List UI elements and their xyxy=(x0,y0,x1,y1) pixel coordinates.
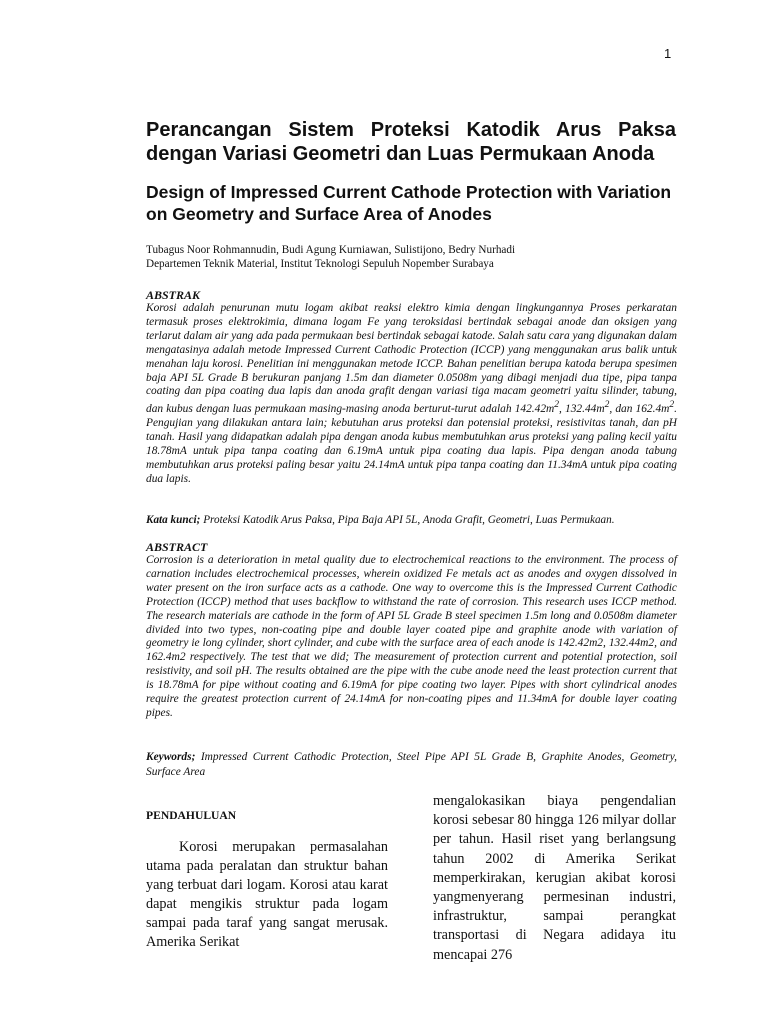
abstrak-text-2: , 132.44m xyxy=(559,403,605,416)
paper-subtitle: Design of Impressed Current Cathode Protection with Variation on Geometry and Surface Area of Anodes xyxy=(146,182,672,224)
section-heading-pendahuluan: PENDAHULUAN xyxy=(146,809,237,822)
body-left-column: Korosi merupakan permasalahan utama pada peralatan dan struktur bahan yang terbuat dari logam. Korosi atau karat dapat mengikis struktur pada logam sampai pada taraf yang sangat merusak. Amerika Serikat xyxy=(146,839,388,950)
kata-kunci-text: Proteksi Katodik Arus Paksa, Pipa Baja API 5L, Anoda Grafit, Geometri, Luas Permukaan. xyxy=(200,514,615,526)
author-block xyxy=(146,243,686,271)
author-affiliation: Departemen Teknik Material, Institut Teknologi Sepuluh Nopember Surabaya xyxy=(146,258,494,270)
abstrak-text-1: Korosi adalah penurunan mutu logam akibat reaksi elektro kimia dengan lingkungannya Proses perkaratan termasuk proses elektrokimia, dimana logam Fe yang teroksidasi bertindak sebagai anode dan oksigen yang terlarut dalam air yang ada pada permukaan besi bertindak sebagai katode. Salah satu cara yang digunakan dalam mengatasinya adalah metode Impressed Current Cathodic Protection (ICCP) yang menggunakan arus balik untuk menahan laju korosi. Penelitian ini menggunakan metode ICCP. Bahan penelitian berupa katoda berupa spesimen baja API 5L Grade B berukuran panjang 1.5m dan diameter 0.0508m yang dibagi menjadi dua tipe, pipa tanpa coating dan pipa coating dua lapis dan anoda grafit dengan variasi tiga macam geometri yaitu silinder, tabung, dan kubus dengan luas permukaan masing-masing anoda berturut-turut adalah 142.42m xyxy=(146,302,677,416)
body-right-column: mengalokasikan biaya pengendalian korosi sebesar 80 hingga 126 milyar dollar per tahun. Hasil riset yang berlangsung tahun 2002 di Amerika Serikat memperkirakan, kerugian akibat korosi yangmenyerang permesinan industri, infrastruktur, sampai perangkat transportasi di Negara adidaya itu mencapai 276 xyxy=(433,793,676,963)
abstrak-heading: ABSTRAK xyxy=(146,288,201,302)
kata-kunci xyxy=(146,513,686,527)
abstract-heading: ABSTRACT xyxy=(146,540,208,554)
paper-title: Perancangan Sistem Proteksi Katodik Arus Paksa dengan Variasi Geometri dan Luas Permukaan Anoda xyxy=(146,119,676,165)
abstrak-superscript: 2 xyxy=(554,400,560,411)
keywords-label: Keywords; xyxy=(146,751,196,763)
abstract-body: Corrosion is a deterioration in metal quality due to electrochemical reactions to the environment. The process of carnation includes electrochemical processes, wherein oxidized Fe metals act as anodes and oxygen dissolved in water present on the iron surface acts as a cathode. One way to overcome this is the Impressed Current Cathodic Protection (ICCP) method that uses backflow to withstand the rate of corrosion. This research uses ICCP method. The research materials are cathode in the form of API 5L Grade B steel specimen 1.5m long and 0.0508m diameter divided into two types, non-coating pipe and double layer coated pipe and graphite anode with variation of geometry ie long cylinder, short cylinder, and cube with the surface area of each anode is 142.42m2, 132.44m2, and 162.4m2 respectively. The test that we did; The measurement of protection current and potential protection, soil resistivity, and soil pH. The results obtained are the pipe with the cube anode need the least protection current that is 18.78mA for pipe without coating and 6.19mA for pipe coating two layer. Pipes with short cylindrical anodes require the greatest protection current of 24.14mA for non-coating pipes and 11.34mA for double layer coating pipes. xyxy=(146,554,677,719)
keywords-text: Impressed Current Cathodic Protection, Steel Pipe API 5L Grade B, Graphite Anodes, Geometry, Surface Area xyxy=(146,751,677,778)
abstrak-superscript: 2 xyxy=(669,400,675,411)
abstrak-text-3: , dan 162.4m xyxy=(609,403,670,416)
keywords xyxy=(146,750,677,779)
abstrak-superscript: 2 xyxy=(604,400,610,411)
author-names: Tubagus Noor Rohmannudin, Budi Agung Kurniawan, Sulistijono, Bedry Nurhadi xyxy=(146,244,516,256)
kata-kunci-label: Kata kunci; xyxy=(146,514,201,526)
page-number: 1 xyxy=(664,46,672,61)
abstrak-body xyxy=(146,302,677,487)
abstrak-text-4: . Pengujian yang dilakukan antara lain; kebutuhan arus proteksi dan potensial proteksi, resistivitas tanah, dan pH tanah. Hasil yang didapatkan adalah pipa dengan anoda kubus membutuhkan arus proteksi yang paling kecil yaitu 18.78mA untuk pipa tanpa coating dan 6.19mA untuk pipa coating dua lapis. Pipa dengan anoda tabung membutuhkan arus proteksi paling besar yaitu 24.14mA untuk pipa tanpa coating dan 11.34mA untuk pipa coating dua lapis. xyxy=(146,403,678,485)
